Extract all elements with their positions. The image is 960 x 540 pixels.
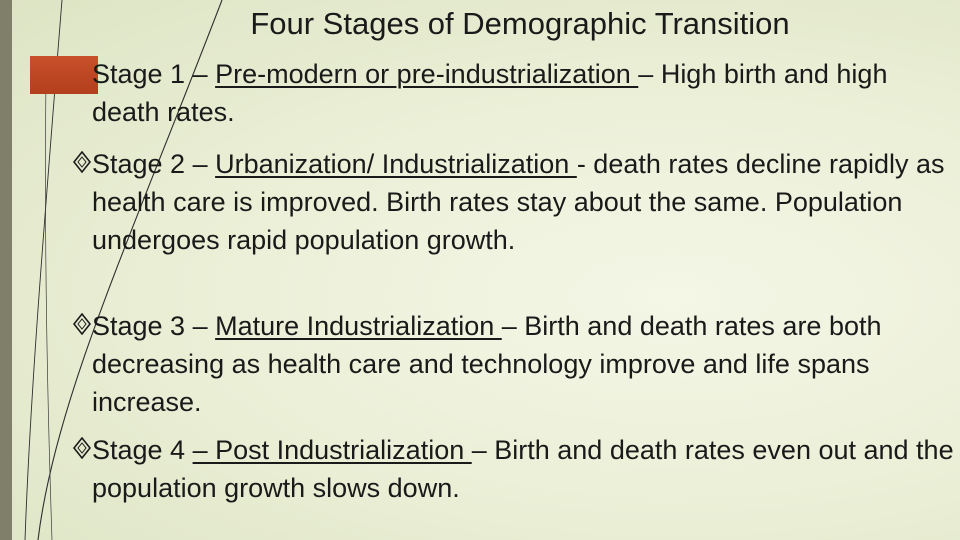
bullet-stage-2	[92, 145, 954, 259]
bullet-underlined-term: Pre-modern or pre-industrialization	[215, 59, 639, 89]
slide-title: Four Stages of Demographic Transition	[250, 6, 790, 41]
bullet-text: – Birth and death rates are both decreasing as health care and technology improve and life spans increase.	[92, 311, 882, 417]
bullet-lead: Stage 3 –	[92, 311, 216, 341]
bullet-lead: Stage 1 –	[92, 59, 216, 89]
bullet-stage-3	[92, 307, 954, 421]
bullet-stage-4	[92, 431, 954, 507]
bullet-underlined-term: Urbanization/ Industrialization	[215, 149, 577, 179]
bullet-stage-1	[92, 55, 954, 131]
diamond-outline-icon	[73, 151, 91, 173]
bullet-text: – High birth and high death rates.	[92, 59, 888, 127]
diamond-outline-icon	[73, 313, 91, 335]
left-accent-bar	[0, 0, 12, 540]
bullet-text: - death rates decline rapidly as health care is improved. Birth rates stay about the same. Population undergoes rapid population growth.	[92, 149, 945, 255]
diamond-outline-icon	[73, 437, 91, 459]
bullet-lead: Stage 4	[92, 435, 193, 465]
bullet-lead: Stage 2 –	[92, 149, 216, 179]
bullet-underlined-term: Mature Industrialization	[215, 311, 502, 341]
red-accent-tab	[30, 56, 98, 94]
bullet-text: – Birth and death rates even out and the population growth slows down.	[92, 435, 954, 503]
bullet-underlined-term: – Post Industrialization	[192, 435, 472, 465]
